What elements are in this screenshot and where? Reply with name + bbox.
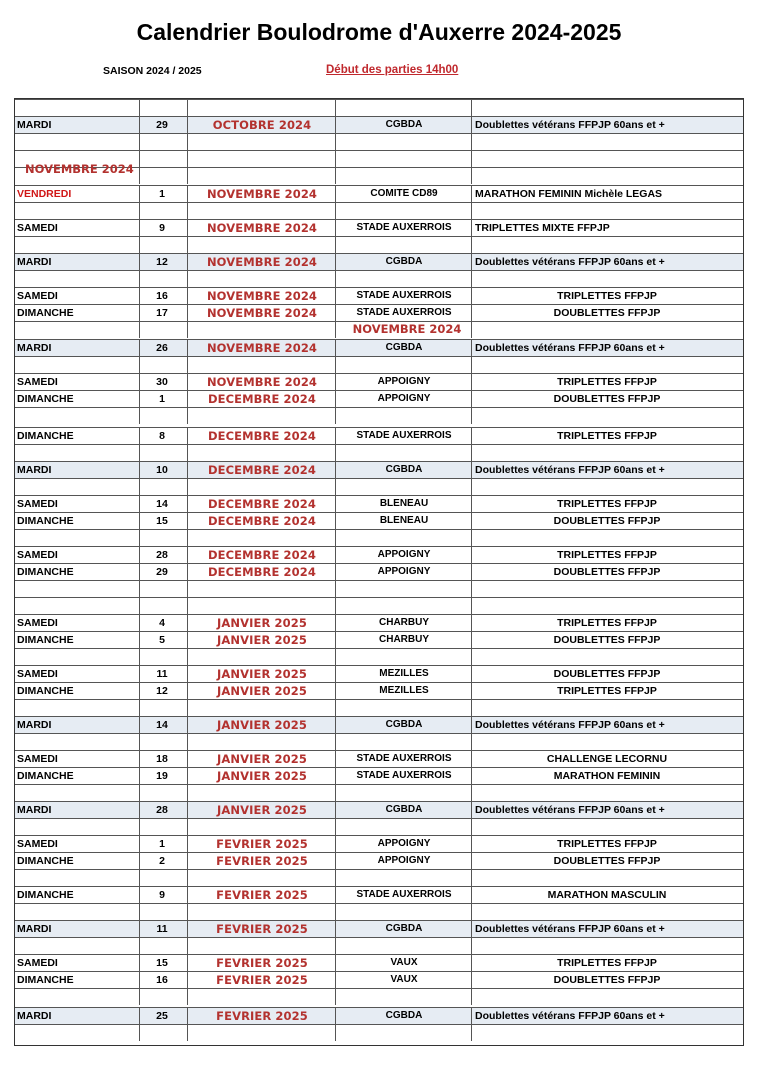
empty-row	[15, 133, 743, 150]
day-cell: DIMANCHE	[17, 307, 74, 319]
event-cell: DOUBLETTES FFPJP	[553, 515, 661, 527]
event-cell: TRIPLETTES FFPJP	[557, 498, 657, 510]
location-cell: STADE AUXERROIS	[356, 307, 452, 318]
table-row	[15, 116, 743, 133]
empty-row	[15, 236, 743, 253]
table-row	[15, 767, 743, 784]
empty-row	[15, 903, 743, 920]
date-number-cell: 28	[156, 804, 168, 816]
location-cell: APPOIGNY	[377, 393, 431, 404]
table-row	[15, 304, 743, 321]
date-number-cell: 28	[156, 549, 168, 561]
event-cell: DOUBLETTES FFPJP	[553, 307, 661, 319]
table-row	[15, 801, 743, 818]
table-row	[15, 427, 743, 444]
month-cell: JANVIER 2025	[217, 803, 307, 817]
location-cell: APPOIGNY	[377, 838, 431, 849]
location-cell: CGBDA	[385, 923, 423, 934]
location-cell: CHARBUY	[379, 617, 429, 628]
day-cell: MARDI	[17, 342, 52, 354]
location-cell: STADE AUXERROIS	[356, 770, 452, 781]
month-cell: NOVEMBRE 2024	[206, 187, 318, 201]
table-row	[15, 971, 743, 988]
date-number-cell: 5	[159, 634, 165, 646]
location-cell: VAUX	[390, 974, 418, 985]
location-cell: CHARBUY	[379, 634, 429, 645]
location-cell: MEZILLES	[379, 668, 429, 679]
month-cell: DECEMBRE 2024	[208, 429, 316, 443]
month-cell: JANVIER 2025	[217, 718, 307, 732]
table-row	[15, 219, 743, 236]
month-cell: FEVRIER 2025	[216, 973, 308, 987]
location-cell: STADE AUXERROIS	[356, 889, 452, 900]
day-cell: DIMANCHE	[17, 974, 74, 986]
date-number-cell: 16	[156, 290, 168, 302]
day-cell: MARDI	[17, 923, 52, 935]
date-number-cell: 10	[156, 464, 168, 476]
event-cell: TRIPLETTES FFPJP	[557, 430, 657, 442]
day-cell: SAMEDI	[17, 222, 58, 234]
table-row	[15, 1007, 743, 1024]
empty-row	[15, 648, 743, 665]
empty-row	[15, 784, 743, 801]
day-cell: SAMEDI	[17, 617, 58, 629]
day-cell: SAMEDI	[17, 957, 58, 969]
month-cell: FEVRIER 2025	[216, 922, 308, 936]
day-cell: VENDREDI	[17, 188, 72, 200]
empty-row	[15, 356, 743, 373]
empty-row	[15, 99, 743, 116]
day-cell: DIMANCHE	[17, 515, 74, 527]
empty-row	[15, 407, 743, 424]
day-cell: SAMEDI	[17, 838, 58, 850]
date-number-cell: 1	[159, 393, 165, 405]
location-cell: APPOIGNY	[377, 376, 431, 387]
month-note-text: NOVEMBRE 2024	[352, 322, 462, 336]
day-cell: DIMANCHE	[17, 393, 74, 405]
date-number-cell: 1	[159, 838, 165, 850]
date-number-cell: 29	[156, 566, 168, 578]
table-row	[15, 390, 743, 407]
event-cell: Doublettes vétérans FFPJP 60ans et +	[475, 119, 665, 131]
month-cell: FEVRIER 2025	[216, 837, 308, 851]
location-cell: CGBDA	[385, 256, 423, 267]
day-cell: MARDI	[17, 256, 52, 268]
month-cell: NOVEMBRE 2024	[206, 255, 318, 269]
table-row	[15, 614, 743, 631]
date-number-cell: 15	[156, 957, 168, 969]
month-cell: JANVIER 2025	[217, 752, 307, 766]
date-number-cell: 29	[156, 119, 168, 131]
month-cell: DECEMBRE 2024	[208, 497, 316, 511]
location-cell: STADE AUXERROIS	[356, 222, 452, 233]
event-cell: MARATHON FEMININ Michèle LEGAS	[475, 188, 663, 200]
date-number-cell: 9	[159, 889, 165, 901]
event-cell: MARATHON FEMININ	[553, 770, 661, 782]
empty-row	[15, 733, 743, 750]
day-cell: DIMANCHE	[17, 430, 74, 442]
month-cell: JANVIER 2025	[217, 616, 307, 630]
location-cell: BLENEAU	[379, 498, 429, 509]
event-cell: TRIPLETTES FFPJP	[557, 838, 657, 850]
month-cell: DECEMBRE 2024	[208, 463, 316, 477]
event-cell: Doublettes vétérans FFPJP 60ans et +	[475, 464, 665, 476]
day-cell: SAMEDI	[17, 753, 58, 765]
empty-row	[15, 580, 743, 597]
location-cell: APPOIGNY	[377, 549, 431, 560]
date-number-cell: 14	[156, 719, 168, 731]
empty-row	[15, 478, 743, 495]
table-row	[15, 852, 743, 869]
date-number-cell: 17	[156, 307, 168, 319]
table-row	[15, 461, 743, 478]
empty-row	[15, 869, 743, 886]
table-row	[15, 373, 743, 390]
date-number-cell: 15	[156, 515, 168, 527]
month-cell: FEVRIER 2025	[216, 956, 308, 970]
event-cell: Doublettes vétérans FFPJP 60ans et +	[475, 923, 665, 935]
event-cell: Doublettes vétérans FFPJP 60ans et +	[475, 342, 665, 354]
table-row	[15, 750, 743, 767]
day-cell: SAMEDI	[17, 549, 58, 561]
date-number-cell: 19	[156, 770, 168, 782]
location-cell: CGBDA	[385, 342, 423, 353]
date-number-cell: 16	[156, 974, 168, 986]
empty-row	[15, 529, 743, 546]
table-row	[15, 546, 743, 563]
month-cell: NOVEMBRE 2024	[206, 306, 318, 320]
table-row	[15, 253, 743, 270]
location-cell: CGBDA	[385, 804, 423, 815]
day-cell: MARDI	[17, 1010, 52, 1022]
event-cell: Doublettes vétérans FFPJP 60ans et +	[475, 719, 665, 731]
day-cell: DIMANCHE	[17, 889, 74, 901]
date-number-cell: 11	[156, 668, 168, 680]
location-cell: CGBDA	[385, 1010, 423, 1021]
empty-row	[15, 270, 743, 287]
empty-row	[15, 818, 743, 835]
table-row	[15, 185, 743, 202]
empty-row	[15, 699, 743, 716]
empty-row	[15, 1024, 743, 1041]
event-cell: TRIPLETTES FFPJP	[557, 549, 657, 561]
month-cell: NOVEMBRE 2024	[206, 289, 318, 303]
event-cell: MARATHON MASCULIN	[547, 889, 667, 901]
table-row	[15, 512, 743, 529]
table-row	[15, 631, 743, 648]
event-cell: DOUBLETTES FFPJP	[553, 668, 661, 680]
event-cell: Doublettes vétérans FFPJP 60ans et +	[475, 1010, 665, 1022]
table-row	[15, 563, 743, 580]
month-cell: DECEMBRE 2024	[208, 392, 316, 406]
calendar-table	[14, 98, 744, 1046]
month-cell: JANVIER 2025	[217, 684, 307, 698]
table-row	[15, 339, 743, 356]
location-cell: MEZILLES	[379, 685, 429, 696]
event-cell: CHALLENGE LECORNU	[546, 753, 668, 765]
location-cell: STADE AUXERROIS	[356, 430, 452, 441]
day-cell: DIMANCHE	[17, 566, 74, 578]
location-cell: CGBDA	[385, 719, 423, 730]
event-cell: TRIPLETTES FFPJP	[557, 617, 657, 629]
location-cell: BLENEAU	[379, 515, 429, 526]
location-cell: STADE AUXERROIS	[356, 753, 452, 764]
date-number-cell: 30	[156, 376, 168, 388]
start-time-note: Début des parties 14h00	[326, 64, 459, 76]
day-cell: DIMANCHE	[17, 770, 74, 782]
season-label: SAISON 2024 / 2025	[103, 65, 202, 77]
location-cell: STADE AUXERROIS	[356, 290, 452, 301]
day-cell: SAMEDI	[17, 290, 58, 302]
event-cell: Doublettes vétérans FFPJP 60ans et +	[475, 804, 665, 816]
location-cell: APPOIGNY	[377, 855, 431, 866]
event-cell: TRIPLETTES FFPJP	[557, 685, 657, 697]
table-row	[15, 495, 743, 512]
date-number-cell: 25	[156, 1010, 168, 1022]
date-number-cell: 18	[156, 753, 168, 765]
day-cell: SAMEDI	[17, 668, 58, 680]
date-number-cell: 11	[156, 923, 168, 935]
table-row	[15, 954, 743, 971]
month-cell: FEVRIER 2025	[216, 854, 308, 868]
day-cell: MARDI	[17, 804, 52, 816]
date-number-cell: 1	[159, 188, 165, 200]
month-cell: OCTOBRE 2024	[212, 118, 312, 132]
date-number-cell: 12	[156, 256, 168, 268]
date-number-cell: 9	[159, 222, 165, 234]
month-cell: NOVEMBRE 2024	[206, 375, 318, 389]
date-number-cell: 12	[156, 685, 168, 697]
month-cell: FEVRIER 2025	[216, 888, 308, 902]
page-title: Calendrier Boulodrome d'Auxerre 2024-2025	[136, 19, 622, 45]
location-cell: CGBDA	[385, 119, 423, 130]
event-cell: TRIPLETTES FFPJP	[557, 376, 657, 388]
location-cell: CGBDA	[385, 464, 423, 475]
event-cell: TRIPLETTES MIXTE FFPJP	[475, 222, 610, 234]
month-cell: JANVIER 2025	[217, 769, 307, 783]
day-cell: MARDI	[17, 719, 52, 731]
event-cell: DOUBLETTES FFPJP	[553, 393, 661, 405]
table-row	[15, 920, 743, 937]
month-cell: DECEMBRE 2024	[208, 565, 316, 579]
table-row	[15, 287, 743, 304]
day-cell: DIMANCHE	[17, 855, 74, 867]
month-cell: DECEMBRE 2024	[208, 514, 316, 528]
event-cell: Doublettes vétérans FFPJP 60ans et +	[475, 256, 665, 268]
table-row	[15, 665, 743, 682]
day-cell: MARDI	[17, 119, 52, 131]
empty-row	[15, 988, 743, 1005]
month-cell: DECEMBRE 2024	[208, 548, 316, 562]
location-cell: COMITE CD89	[370, 188, 438, 199]
event-cell: DOUBLETTES FFPJP	[553, 566, 661, 578]
date-number-cell: 2	[159, 855, 165, 867]
day-cell: SAMEDI	[17, 376, 58, 388]
empty-row	[15, 937, 743, 954]
day-cell: SAMEDI	[17, 498, 58, 510]
empty-row	[15, 444, 743, 461]
table-row	[15, 716, 743, 733]
table-row	[15, 886, 743, 903]
month-cell: NOVEMBRE 2024	[206, 221, 318, 235]
event-cell: DOUBLETTES FFPJP	[553, 974, 661, 986]
location-cell: VAUX	[390, 957, 418, 968]
month-cell: FEVRIER 2025	[216, 1009, 308, 1023]
day-cell: MARDI	[17, 464, 52, 476]
date-number-cell: 14	[156, 498, 168, 510]
month-cell: JANVIER 2025	[217, 633, 307, 647]
date-number-cell: 8	[159, 430, 165, 442]
event-cell: TRIPLETTES FFPJP	[557, 290, 657, 302]
empty-row	[15, 597, 743, 614]
event-cell: DOUBLETTES FFPJP	[553, 855, 661, 867]
event-cell: DOUBLETTES FFPJP	[553, 634, 661, 646]
date-number-cell: 26	[156, 342, 168, 354]
month-note-row	[15, 321, 743, 338]
section-header-november: NOVEMBRE 2024	[25, 162, 134, 176]
table-row	[15, 682, 743, 699]
month-cell: NOVEMBRE 2024	[206, 341, 318, 355]
location-cell: APPOIGNY	[377, 566, 431, 577]
date-number-cell: 4	[159, 617, 165, 629]
table-row	[15, 835, 743, 852]
event-cell: TRIPLETTES FFPJP	[557, 957, 657, 969]
empty-row	[15, 202, 743, 219]
month-cell: JANVIER 2025	[217, 667, 307, 681]
day-cell: DIMANCHE	[17, 685, 74, 697]
day-cell: DIMANCHE	[17, 634, 74, 646]
